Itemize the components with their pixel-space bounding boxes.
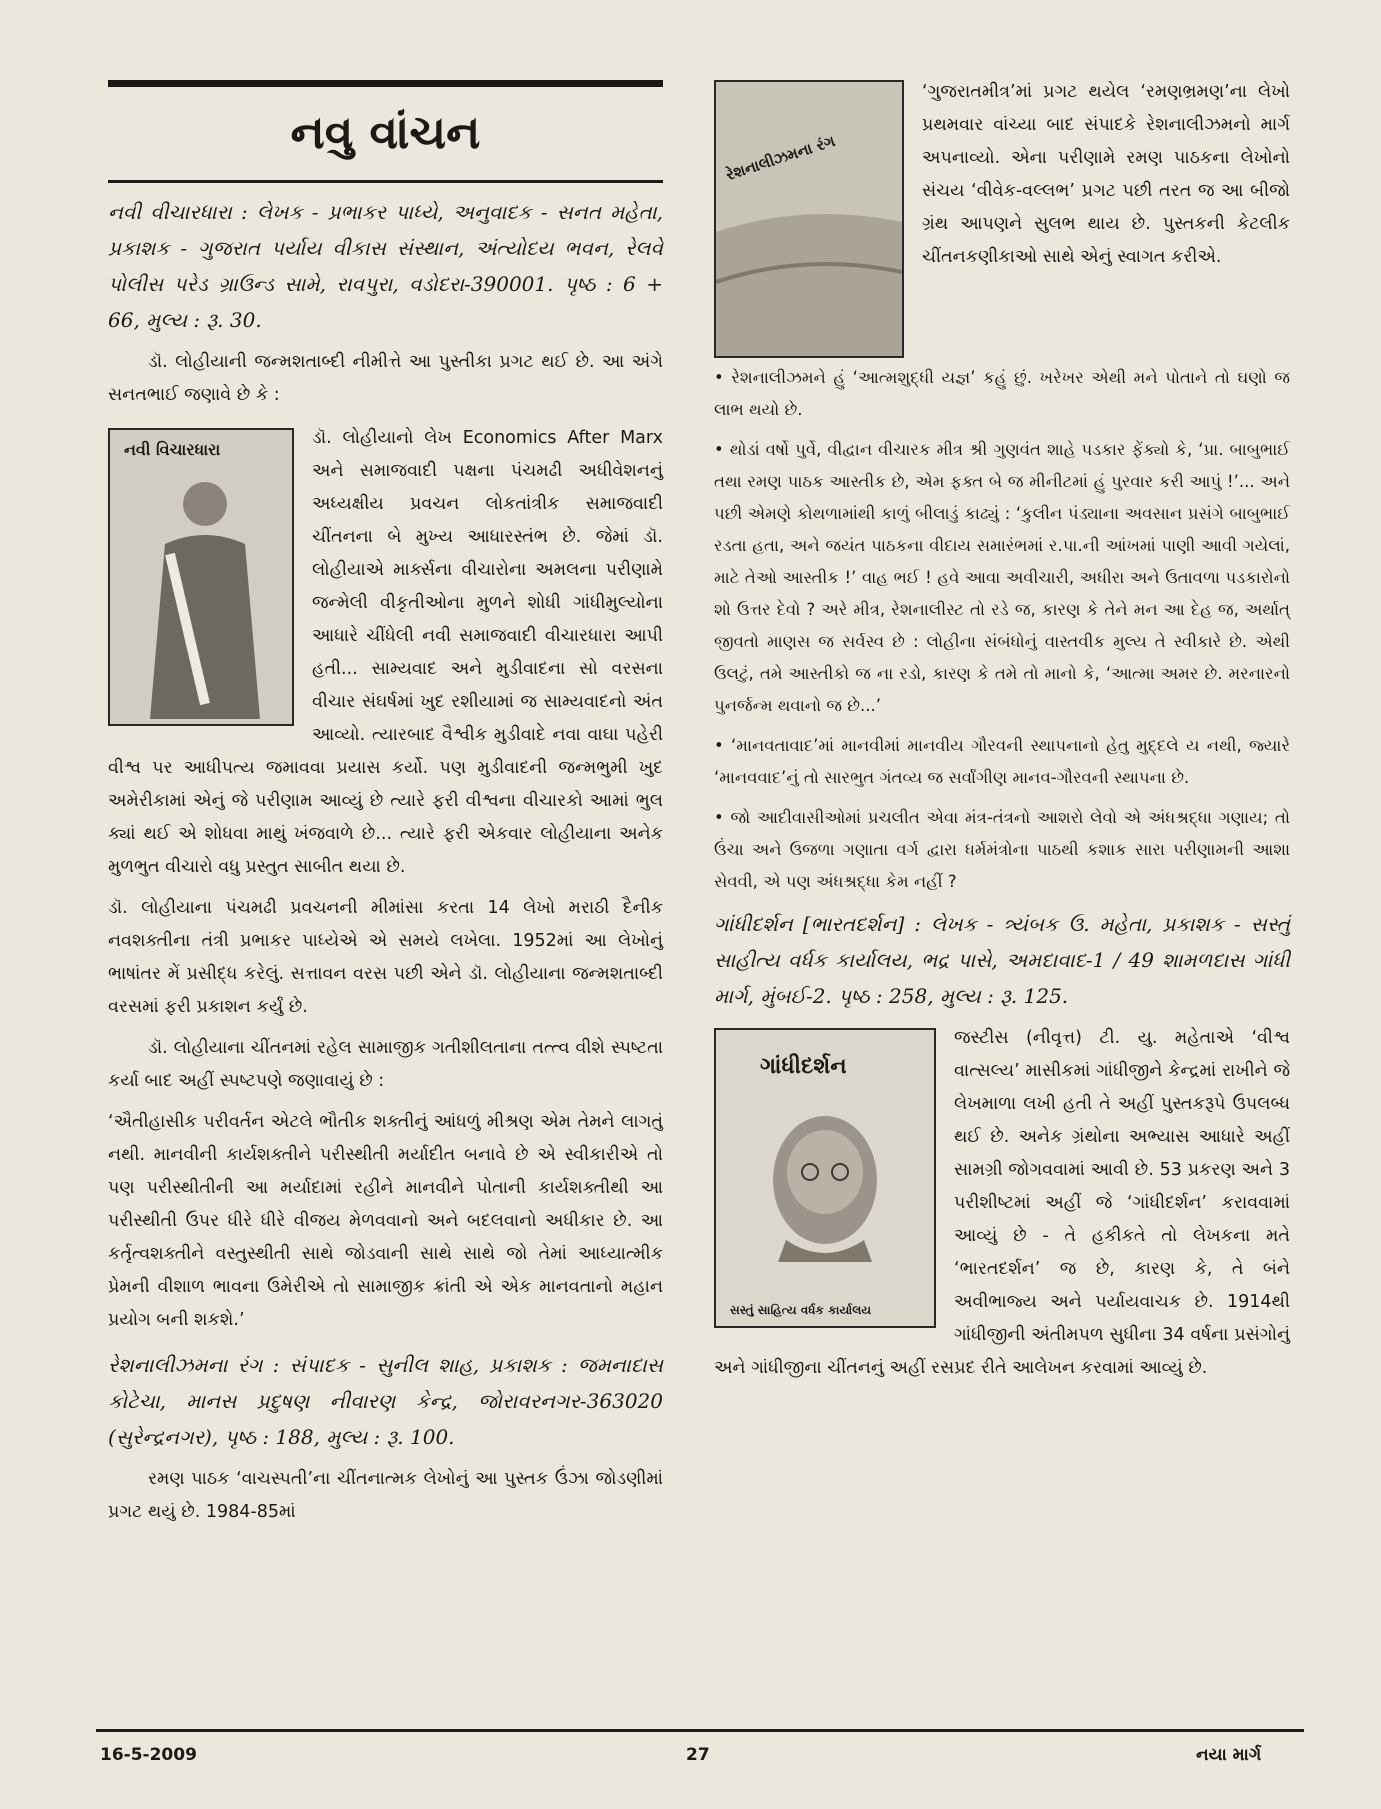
book3-cover [714, 1028, 936, 1328]
book3-paragraph-1: જસ્ટીસ (નીવૃત્ત) ટી. યુ. મહેતાએ ‘વીશ્વ વાત્સલ્ય’ માસીકમાં ગાંધીજીને કેન્દ્રમાં રાખીને જે લેખમાળા લખી હતી તે અહીં પુસ્તકરૂપે ઉપલબ્ધ થઈ છે. અનેક ગ્રંથોના અભ્યાસ આધારે અહીં સામગ્રી જોગવવામાં આવી છે. 53 પ્રકરણ અને 3 પરીશીષ્ટમાં અહીં જે ‘ગાંધીદર્શન’ કરાવવામાં આવ્યું છે - તે હકીકતે તો લેખકના મતે ‘ભારતદર્શન’ જ છે, કારણ કે, તે બંને અવીભાજ્ય અને પર્યાયવાચક છે. 1914થી ગાંધીજીની અંતીમપળ સુધીના 34 વર્ષના પ્રસંગોનું અને ગાંધીજીના ચીંતનનું અહીં રસપ્રદ રીતે આલેખન કરવામાં આવ્યું છે. [714, 1028, 1290, 1378]
book1-paragraph-2: ડૉ. લોહીયાના પંચમઢી પ્રવચનની મીમાંસા કરતા 14 લેખો મરાઠી દૈનીક નવશક્તીના તંત્રી પ્રભાકર પાધ્યેએ એ સમયે લખેલા. 1952માં આ લેખોનું ભાષાંતર મેં પ્રસીદ્ધ કરેલું. સત્તાવન વરસ પછી એને ડૉ. લોહીયાના જન્મશતાબ્દી વરસમાં ફરી પ્રકાશન કર્યું છે. [108, 898, 663, 1017]
book1-meta: નવી વીચારધારા : લેખક - પ્રભાકર પાધ્યે, અનુવાદક - સનત મહેતા, પ્રકાશક - ગુજરાત પર્યાય વીકાસ સંસ્થાન, અંત્યોદય ભવન, રેલવે પોલીસ પરેડ ગ્રાઉન્ડ સામે, રાવપુરા, વડોદરા-390001. પૃષ્ઠ : 6 + 66, મુલ્ય : રૂ. 30. [108, 200, 663, 332]
book1-quote: ‘ઐતીહાસીક પરીવર્તન એટલે ભૌતીક શક્તીનું આંધળું મીશ્રણ એમ તેમને લાગતું નથી. માનવીની કાર્યશક્તીને પરીસ્થીતી મર્યાદીત બનાવે છે એ સ્વીકારીએ તો પણ પરીસ્થીતીની આ મર્યાદામાં રહીને માનવીને પોતાની કાર્યશક્તીથી આ પરીસ્થીતી ઉપર ધીરે ધીરે વીજય મેળવવાનો અને બદલવાનો અધીકાર છે. આ કર્તૃત્વશક્તીને વસ્તુસ્થીતી સાથે જોડવાની સાથે સાથે જો તેમાં આધ્યાત્મીક પ્રેમની વીશાળ ભાવના ઉમેરીએ તો સામાજીક ક્રાંતી એ એક માનવતાનો મહાન પ્રયોગ બની શકશે.’ [108, 1112, 663, 1330]
book3-cover-publisher: સસ્તું સાહિત્ય વર્ધક કાર્યાલય [730, 1303, 872, 1317]
heading-top-rule [108, 80, 663, 87]
section-heading: નવુ વાંચન [290, 105, 481, 159]
heading-bottom-rule [108, 180, 663, 183]
book1-paragraph-3: ડૉ. લોહીયાના ચીંતનમાં રહેલ સામાજીક ગતીશીલતાના તત્ત્વ વીશે સ્પષ્ટતા કર્યા બાદ અહીં સ્પષ્ટપણે જણાવાયું છે : [108, 1038, 663, 1091]
book2-cover-title: રેશનાલીઝમના રંગ [723, 131, 838, 185]
book3-cover-title: ગાંધીદર્શન [760, 1054, 847, 1079]
right-column [714, 76, 1290, 1716]
book2-paragraph-1: ‘ગુજરાતમીત્ર’માં પ્રગટ થયેલ ‘રમણભ્રમણ’ના લેખો પ્રથમવાર વાંચ્યા બાદ સંપાદકે રેશનાલીઝમનો માર્ગ અપનાવ્યો. એના પરીણામે રમણ પાઠકના લેખોનો સંચય ‘વીવેક-વલ્લભ’ પ્રગટ પછી તરત જ આ બીજો ગ્રંથ આપણને સુલભ થાય છે. પુસ્તકની કેટલીક ચીંતનકણીકાઓ સાથે એનું સ્વાગત કરીએ. [922, 82, 1290, 267]
book2-meta: રેશનાલીઝમના રંગ : સંપાદક - સુનીલ શાહ, પ્રકાશક : જમનાદાસ કોટેચા, માનસ પ્રદુષણ નીવારણ કેન્દ્ર, જોરાવરનગર-363020 (સુરેન્દ્રનગર), પૃષ્ઠ : 188, મુલ્ય : રૂ. 100. [108, 1353, 663, 1449]
footer-date: 16-5-2009 [100, 1745, 197, 1765]
book1-cover-portrait [110, 464, 292, 724]
book3-meta: ગાંધીદર્શન [ભારતદર્શન] : લેખક - ત્ર્યંબક ઉ. મહેતા, પ્રકાશક - સસ્તું સાહીત્ય વર્ધક કાર્યાલય, ભદ્ર પાસે, અમદાવાદ-1 / 49 શામળદાસ ગાંધી માર્ગ, મુંબઈ-2. પૃષ્ઠ : 258, મુલ્ય : રૂ. 125. [714, 912, 1290, 1008]
book2-bullet-4: • જો આદીવાસીઓમાં પ્રચલીત એવા મંત્ર-તંત્રનો આશરો લેવો એ અંધશ્રદ્ધા ગણાય; તો ઉંચા અને ઉજળા ગણાતા વર્ગ દ્વારા ધર્મમંત્રોના પાઠથી કશાક સારા પરીણામની આશા સેવવી, એ પણ અંધશ્રદ્ધા કેમ નહીં ? [714, 802, 1290, 898]
book1-paragraph-1: ડૉ. લોહીયાનો લેખ Economics After Marx અને સમાજવાદી પક્ષના પંચમઢી અધીવેશનનું અધ્યક્ષીય પ્રવચન લોકતાંત્રીક સમાજવાદી ચીંતનના બે મુખ્ય આધારસ્તંભ છે. જેમાં ડૉ. લોહીયાએ માર્ક્સના વીચારોના અમલના પરીણામે જન્મેલી વીકૃતીઓના મુળને શોધી ગાંધીમુલ્યોના આધારે ચીંધેલી નવી સમાજવાદી વીચારધારા આપી હતી... સામ્યવાદ અને મુડીવાદના સો વરસના વીચાર સંઘર્ષમાં ખુદ રશીયામાં જ સામ્યવાદનો અંત આવ્યો. ત્યારબાદ વૈશ્વીક મુડીવાદે નવા વાઘા પહેરી વીશ્વ પર આધીપત્ય જમાવવા પ્રયાસ કર્યો. પણ મુડીવાદની જન્મભુમી ખુદ અમેરીકામાં એનું જે પરીણામ આવ્યું છે ત્યારે ફરી વીશ્વના વીચારકો આમાં ભુલ ક્યાં થઈ એ શોધવા માથું ખંજવાળે છે... ત્યારે ફરી એકવાર લોહીયાના અનેક મુળભુત વીચારો વધુ પ્રસ્તુત સાબીત થયા છે. [108, 428, 663, 877]
footer-rule [96, 1729, 1304, 1732]
book2-bullet-1: • રેશનાલીઝમને હું ‘આત્મશુદ્ધી યજ્ઞ’ કહું છું. ખરેખર એથી મને પોતાને તો ઘણો જ લાભ થયો છે. [714, 362, 1290, 426]
book1-intro: ડૉ. લોહીયાની જન્મશતાબ્દી નીમીત્તે આ પુસ્તીકા પ્રગટ થઈ છે. આ અંગે સનતભાઈ જણાવે છે કે : [108, 352, 663, 405]
book2-cover [714, 80, 904, 358]
book2-cover-art [716, 82, 902, 356]
footer-magazine-name: નયા માર્ગ [1196, 1745, 1262, 1765]
book2-intro: રમણ પાઠક ‘વાચસ્પતી’ના ચીંતનાત્મક લેખોનું આ પુસ્તક ઉંઝા જોડણીમાં પ્રગટ થયું છે. 1984-85માં [108, 1469, 663, 1522]
book1-cover [108, 428, 294, 726]
book2-bullet-3: • ‘માનવતાવાદ’માં માનવીમાં માનવીય ગૌરવની સ્થાપનાનો હેતુ મુદ્દલે ય નથી, જ્યારે ‘માનવવાદ’નું તો સારભુત ગંતવ્ય જ સર્વાંગીણ માનવ-ગૌરવની સ્થાપના છે. [714, 730, 1290, 794]
book3-cover-portrait [716, 1030, 934, 1326]
book2-bullet-2: • થોડાં વર્ષો પુર્વે, વીદ્વાન વીચારક મીત્ર શ્રી ગુણવંત શાહે પડકાર ફેંક્યો કે, ‘પ્રા. બાબુભાઈ તથા રમણ પાઠક આસ્તીક છે, એમ ફક્ત બે જ મીનીટમાં હું પુરવાર કરી આપું !’... અને પછી એમણે કોથળામાંથી કાળું બીલાડું કાઢ્યું : ‘કુલીન પંડ્યાના અવસાન પ્રસંગે બાબુભાઈ રડતા હતા, અને જયંત પાઠકના વીદાય સમારંભમાં ર.પા.ની આંખમાં પાણી આવી ગયેલાં, માટે તેઓ આસ્તીક !’ વાહ ભઈ ! હવે આવા અવીચારી, અધીરા અને ઉતાવળા પડકારોનો શો ઉત્તર દેવો ? અરે મીત્ર, રેશનાલીસ્ટ તો રડે જ, કારણ કે તેને મન આ દેહ જ, અર્થાત્ જીવતો માણસ જ સર્વસ્વ છે : લોહીના સંબંધોનું વાસ્તવીક મુલ્ય તે સ્વીકારે છે. એથી ઉલટું, તમે આસ્તીકો જ ના રડો, કારણ કે તમે તો માનો કે, ‘આત્મા અમર છે. મરનારનો પુનર્જન્મ થવાનો જ છે...’ [714, 434, 1290, 722]
footer-page-number: 27 [686, 1745, 710, 1765]
book1-cover-title: નવી વિચારધારા [124, 440, 221, 459]
left-column [108, 194, 663, 1714]
